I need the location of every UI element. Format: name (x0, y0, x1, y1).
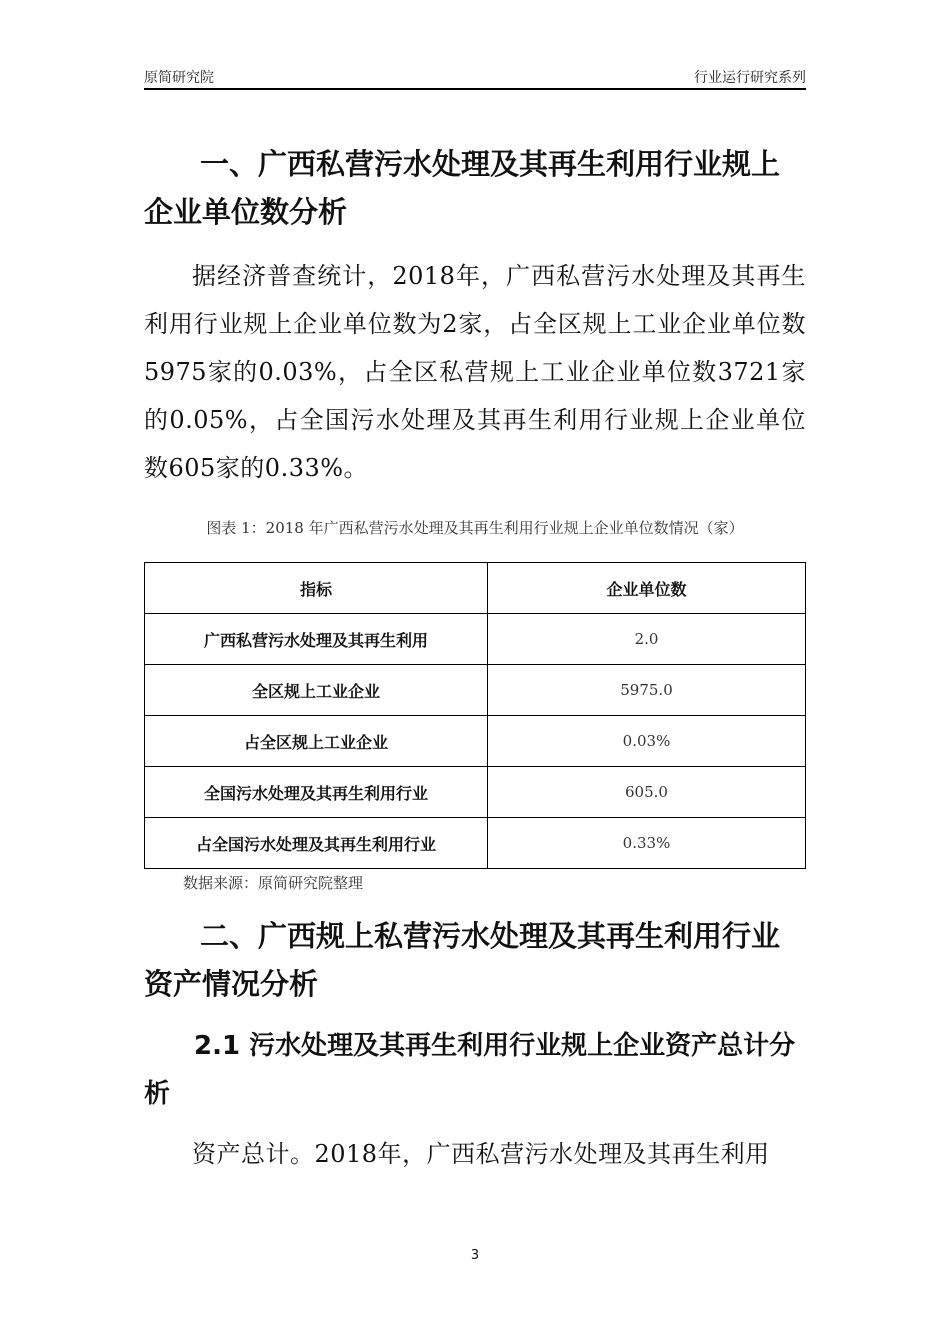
row-value: 0.33% (488, 818, 806, 869)
header-divider (144, 88, 806, 90)
row-label: 占全国污水处理及其再生利用行业 (145, 818, 488, 869)
header-org-name: 原简研究院 (144, 70, 214, 86)
section2-paragraph: 资产总计。2018年，广西私营污水处理及其再生利用 (192, 1140, 770, 1168)
table-header-count: 企业单位数 (488, 563, 806, 614)
table-row (145, 614, 806, 665)
row-label: 广西私营污水处理及其再生利用 (145, 614, 488, 665)
section1-title: 一、广西私营污水处理及其再生利用行业规上企业单位数分析 (144, 147, 781, 229)
table-source: 数据来源：原简研究院整理 (183, 874, 364, 892)
row-value: 5975.0 (488, 665, 806, 716)
table-header-row (145, 563, 806, 614)
table-row (145, 716, 806, 767)
row-value: 605.0 (488, 767, 806, 818)
table-row (145, 767, 806, 818)
row-label: 全区规上工业企业 (145, 665, 488, 716)
row-value: 0.03% (488, 716, 806, 767)
table-row (145, 818, 806, 869)
row-value: 2.0 (488, 614, 806, 665)
header-series-name: 行业运行研究系列 (694, 70, 806, 86)
row-label: 占全区规上工业企业 (145, 716, 488, 767)
row-label: 全国污水处理及其再生利用行业 (145, 767, 488, 818)
section2-subtitle: 2.1 污水处理及其再生利用行业规上企业资产总计分析 (144, 1031, 796, 1109)
page-number: 3 (470, 1248, 480, 1263)
section1-paragraph: 据经济普查统计，2018年，广西私营污水处理及其再生利用行业规上企业单位数为2家，占全区规上工业企业单位数5975家的0.03%，占全区私营规上工业企业单位数3721家的0.05%，占全国污水处理及其再生利用行业规上企业单位数605家的0.33%。 (144, 262, 806, 482)
table-caption: 图表 1：2018 年广西私营污水处理及其再生利用行业规上企业单位数情况（家） (206, 519, 744, 537)
section2-title: 二、广西规上私营污水处理及其再生利用行业资产情况分析 (144, 919, 781, 1001)
table-row (145, 665, 806, 716)
data-table (144, 562, 806, 869)
table-header-indicator: 指标 (145, 563, 488, 614)
